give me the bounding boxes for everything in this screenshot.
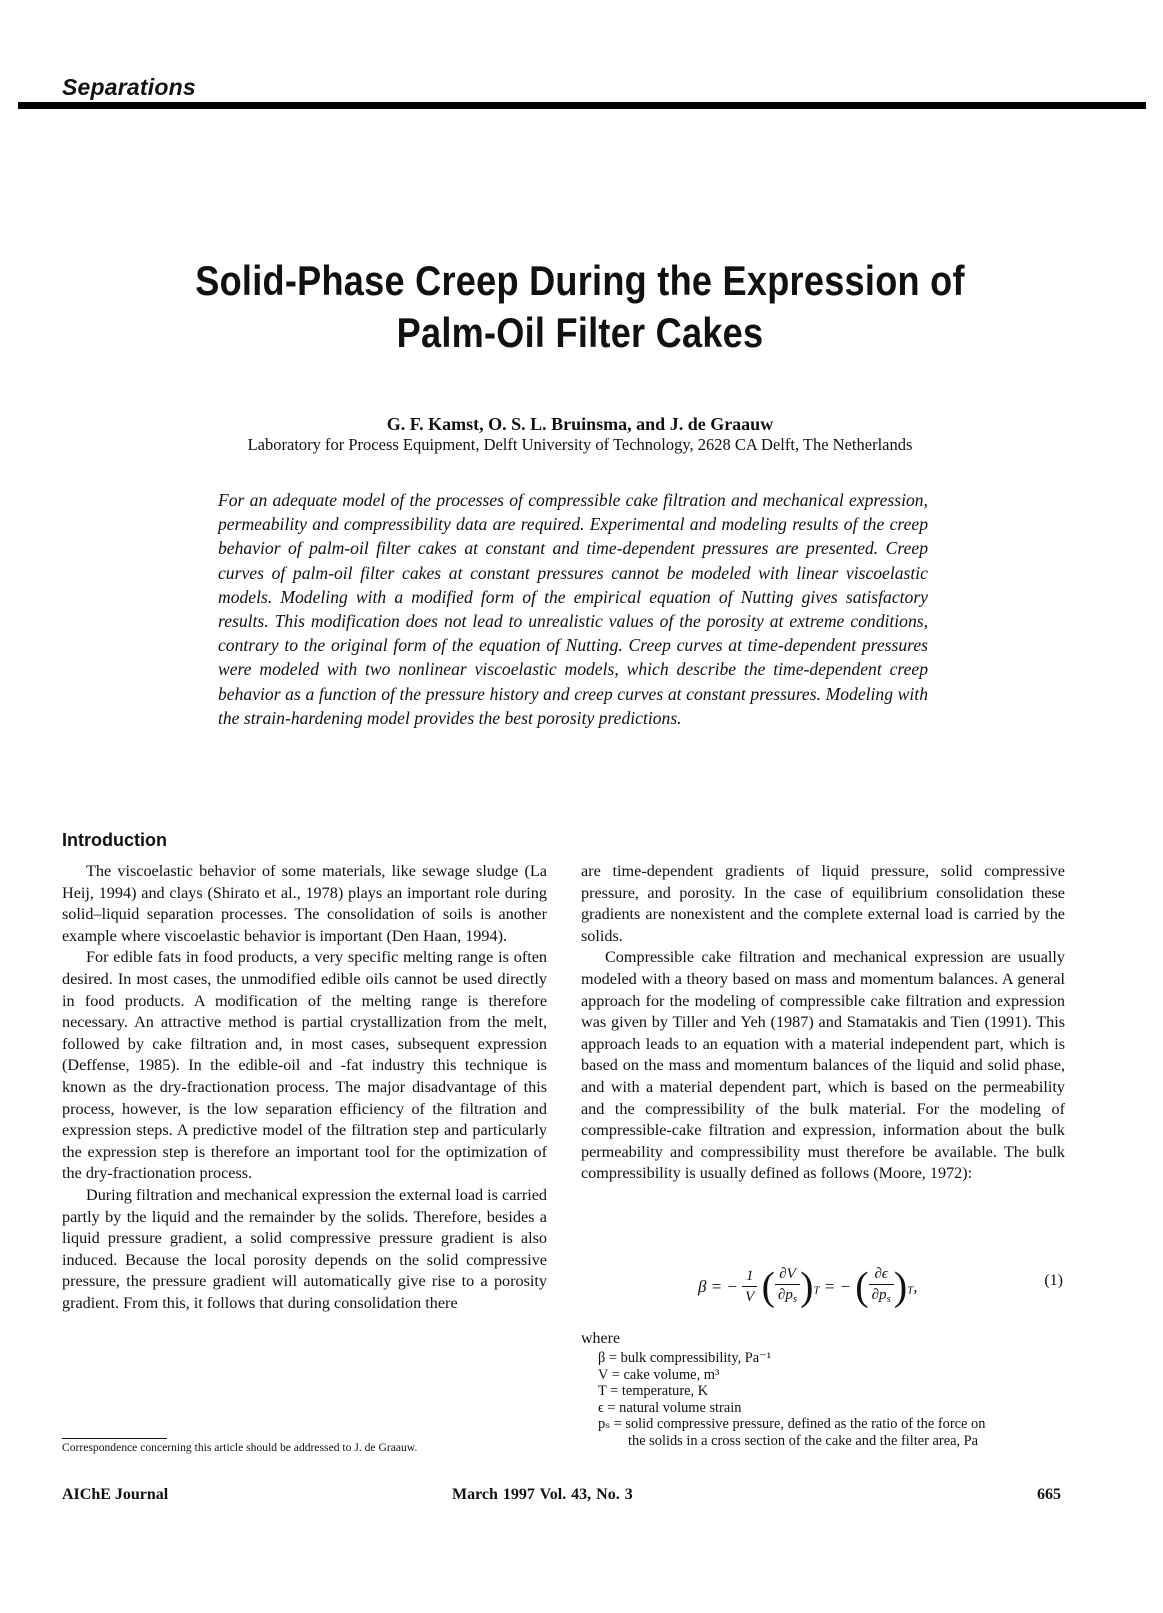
eq-paren-close: ) [893, 1263, 908, 1309]
eq-numerator: ∂ϵ [869, 1264, 894, 1285]
article-title [167, 255, 993, 359]
eq-fraction-1 [742, 1266, 757, 1307]
symbol-item: ϵ = natural volume strain [598, 1399, 742, 1416]
eq-equals: = − [823, 1276, 852, 1296]
abstract: For an adequate model of the processes of compressible cake filtration and mechanical expression, permeability and compressibility data are required. Experimental and modeling results of the creep behavior of palm-oil filter cakes at constant and time-dependent pressures are presented. Creep curves of palm-oil filter cakes at constant pressures cannot be modeled with linear viscoelastic models. Modeling with a modified form of the empirical equation of Nutting gives satisfactory results. This modification does not lead to unrealistic values of the porosity at extreme conditions, contrary to the original form of the equation of Nutting. Creep curves at time-dependent pressures were modeled with two nonlinear viscoelastic models, which describe the time-dependent creep behavior as a function of the pressure history and creep curves at constant pressures. Modeling with the strain-hardening model provides the best porosity predictions. [218, 490, 928, 728]
eq-numerator: ∂V [775, 1264, 800, 1285]
title-line-1: Solid-Phase Creep During the Expression of [195, 257, 965, 304]
eq-paren-open: ( [855, 1263, 869, 1309]
eq-paren-open: ( [761, 1263, 775, 1309]
paragraph-continued: are time-dependent gradients of liquid pressure, solid compressive pressure, and porosity. In the case of equilibrium consolidation these gradients are nonexistent and the complete external load is carried by the solids. [581, 862, 1065, 945]
left-column [62, 861, 547, 1314]
eq-subscript-T: T [907, 1284, 914, 1297]
paragraph: For edible fats in food products, a very specific melting range is often desired. In most cases, the unmodified edible oils cannot be used directly in food products. A modification of the melting range is therefore necessary. An attractive method is partial crystallization from the melt, followed by cake filtration and, in most cases, subsequent expression (Deffense, 1985). In the edible-oil and -fat industry this technique is known as the dry-fractionation process. The major disadvantage of this process, however, is the low separation efficiency of the filtration and expression steps. A predictive model of the filtration step and particularly the expression step is therefore an important tool for the optimization of the dry-fractionation process. [62, 948, 547, 1183]
symbol-item: T = temperature, K [598, 1383, 709, 1400]
equation-number: (1) [1044, 1272, 1063, 1289]
paragraph: The viscoelastic behavior of some materials, like sewage sludge (La Heij, 1994) and clays (Shirato et al., 1978) plays an important role during solid–liquid separation processes. The consolidation of soils is another example where viscoelastic behavior is important (Den Haan, 1994). [62, 862, 547, 945]
eq-denominator: V [745, 1289, 755, 1305]
equation-body [698, 1264, 918, 1309]
symbol-item: V = cake volume, m³ [598, 1366, 720, 1383]
eq-subscript-T: T [813, 1284, 820, 1297]
eq-denominator: $\partial p_s$ [777, 1287, 798, 1305]
eq-fraction-2 [775, 1264, 800, 1309]
paragraph: Compressible cake filtration and mechanical expression are usually modeled with a theory based on mass and momentum balances. A general approach for the modeling of compressible cake filtration and expression was given by Tiller and Yeh (1987) and Stamatakis and Tien (1991). This approach leads to an equation with a material independent part, which is based on the mass and momentum balances of the liquid and solid phase, and with a material dependent part, which is based on the permeability and the compressibility of the bulk material. For the modeling of compressible-cake filtration and expression, information about the bulk permeability and compressibility must therefore be available. The bulk compressibility is usually defined as follows (Moore, 1972): [581, 948, 1065, 1183]
eq-fraction-3 [869, 1264, 894, 1309]
symbol-item: β = bulk compressibility, Pa⁻¹ [598, 1350, 772, 1366]
symbol-item-continuation: the solids in a cross section of the cake and the filter area, Pa [628, 1432, 979, 1449]
equation-1 [581, 1258, 1065, 1320]
affiliation: Laboratory for Process Equipment, Delft University of Technology, 2628 CA Delft, The Netherlands [247, 435, 913, 454]
right-column [581, 861, 1065, 1185]
footer-issue: March 1997 Vol. 43, No. 3 [452, 1486, 633, 1503]
footnote-rule [62, 1438, 167, 1439]
where-label: where [581, 1330, 621, 1347]
footer-journal: AIChE Journal [62, 1486, 169, 1503]
title-line-2: Palm-Oil Filter Cakes [396, 309, 764, 356]
footer-page-number: 665 [1037, 1486, 1061, 1503]
header-rule [18, 102, 1146, 109]
eq-numerator: 1 [742, 1266, 757, 1287]
footnote: Correspondence concerning this article should be addressed to J. de Graauw. [62, 1441, 418, 1454]
section-heading-introduction: Introduction [62, 830, 167, 850]
symbol-item: pₛ = solid compressive pressure, defined as the ratio of the force on [598, 1416, 986, 1433]
authors: G. F. Kamst, O. S. L. Bruinsma, and J. de Graauw [386, 414, 774, 434]
paragraph: During filtration and mechanical expression the external load is carried partly by the liquid and the remainder by the solids. Therefore, besides a liquid pressure gradient, a solid compressive pressure gradient is also induced. Because the local porosity depends on the solid compressive pressure, the pressure gradient will automatically give rise to a porosity gradient. From this, it follows that during consolidation there [62, 1185, 547, 1312]
eq-lhs: β = − [698, 1276, 738, 1296]
eq-paren-close: ) [800, 1263, 814, 1309]
eq-comma: , [913, 1276, 918, 1296]
eq-denominator: $\partial p_s$ [871, 1287, 891, 1305]
section-label: Separations [62, 74, 196, 100]
symbol-list [598, 1350, 1068, 1450]
